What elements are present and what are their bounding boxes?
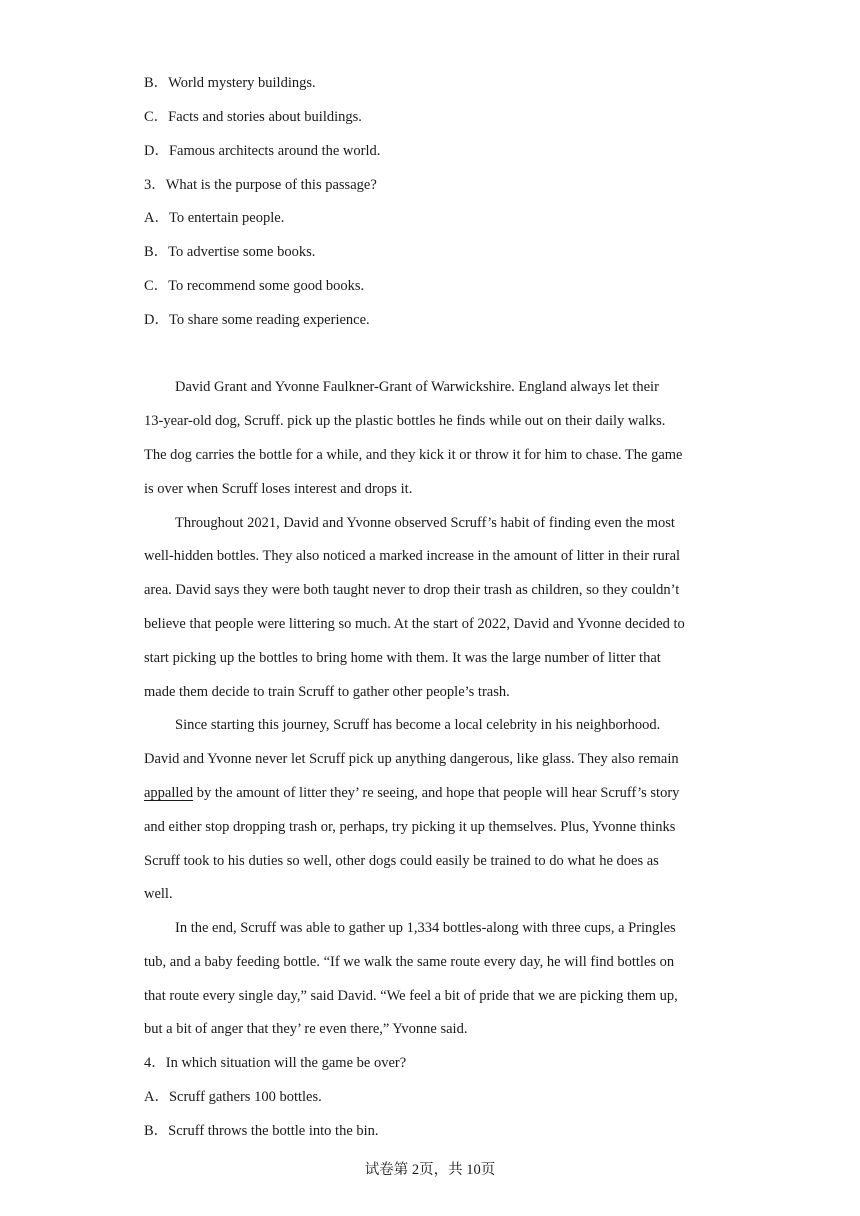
q2-option-b: B．World mystery buildings. — [144, 75, 316, 91]
passage-p3-line3-rest: by the amount of litter they’ re seeing, and hope that people will hear Scruff’s story — [193, 785, 680, 801]
passage-p3-line6: well. — [144, 886, 173, 902]
q3-option-a: A．To entertain people. — [144, 210, 285, 226]
passage-p3-line4: and either stop dropping trash or, perhaps, try picking it up themselves. Plus, Yvonne thinks — [144, 819, 676, 835]
q2-option-d: D．Famous architects around the world. — [144, 143, 381, 159]
passage-p4-line4: but a bit of anger that they’ re even there,” Yvonne said. — [144, 1021, 468, 1037]
passage-p1-line4: is over when Scruff loses interest and drops it. — [144, 481, 413, 497]
passage-p2-line3: area. David says they were both taught never to drop their trash as children, so they couldn’t — [144, 582, 680, 598]
q4-option-b: B．Scruff throws the bottle into the bin. — [144, 1123, 379, 1139]
q3-stem: 3．What is the purpose of this passage? — [144, 177, 377, 193]
passage-p4-line1: In the end, Scruff was able to gather up 1,334 bottles-along with three cups, a Pringles — [175, 920, 676, 936]
q2-option-c: C．Facts and stories about buildings. — [144, 109, 362, 125]
passage-p2-line6: made them decide to train Scruff to gather other people’s trash. — [144, 684, 510, 700]
passage-p2-line1: Throughout 2021, David and Yvonne observed Scruff’s habit of finding even the most — [175, 515, 675, 531]
q3-option-c: C．To recommend some good books. — [144, 278, 365, 294]
page-footer: 试卷第 2页，共 10页 — [364, 1162, 496, 1178]
passage-p2-line4: believe that people were littering so much. At the start of 2022, David and Yvonne decided to — [144, 616, 685, 632]
underlined-word-appalled: appalled — [144, 785, 194, 801]
q3-option-b: B．To advertise some books. — [144, 244, 316, 260]
passage-p4-line3: that route every single day,” said David. “We feel a bit of pride that we are picking them up, — [144, 988, 678, 1004]
passage-p1-line2: 13-year-old dog, Scruff. pick up the plastic bottles he finds while out on their daily walks. — [144, 413, 666, 429]
passage-p1-line3: The dog carries the bottle for a while, and they kick it or throw it for him to chase. The game — [144, 447, 683, 463]
passage-p3-line1: Since starting this journey, Scruff has become a local celebrity in his neighborhood. — [175, 717, 661, 733]
q4-stem: 4．In which situation will the game be over? — [144, 1055, 407, 1071]
passage-p2-line2: well-hidden bottles. They also noticed a marked increase in the amount of litter in their rural — [144, 548, 681, 564]
passage-p2-line5: start picking up the bottles to bring home with them. It was the large number of litter that — [144, 650, 661, 666]
q4-option-a: A．Scruff gathers 100 bottles. — [144, 1089, 322, 1105]
passage-p3-line3 — [144, 783, 679, 803]
q3-option-d: D．To share some reading experience. — [144, 312, 370, 328]
passage-p3-line5: Scruff took to his duties so well, other dogs could easily be trained to do what he does as — [144, 853, 659, 869]
passage-p3-line2: David and Yvonne never let Scruff pick up anything dangerous, like glass. They also remain — [144, 751, 679, 767]
passage-p4-line2: tub, and a baby feeding bottle. “If we walk the same route every day, he will find bottles on — [144, 954, 675, 970]
passage-p1-line1: David Grant and Yvonne Faulkner-Grant of Warwickshire. England always let their — [175, 379, 659, 395]
